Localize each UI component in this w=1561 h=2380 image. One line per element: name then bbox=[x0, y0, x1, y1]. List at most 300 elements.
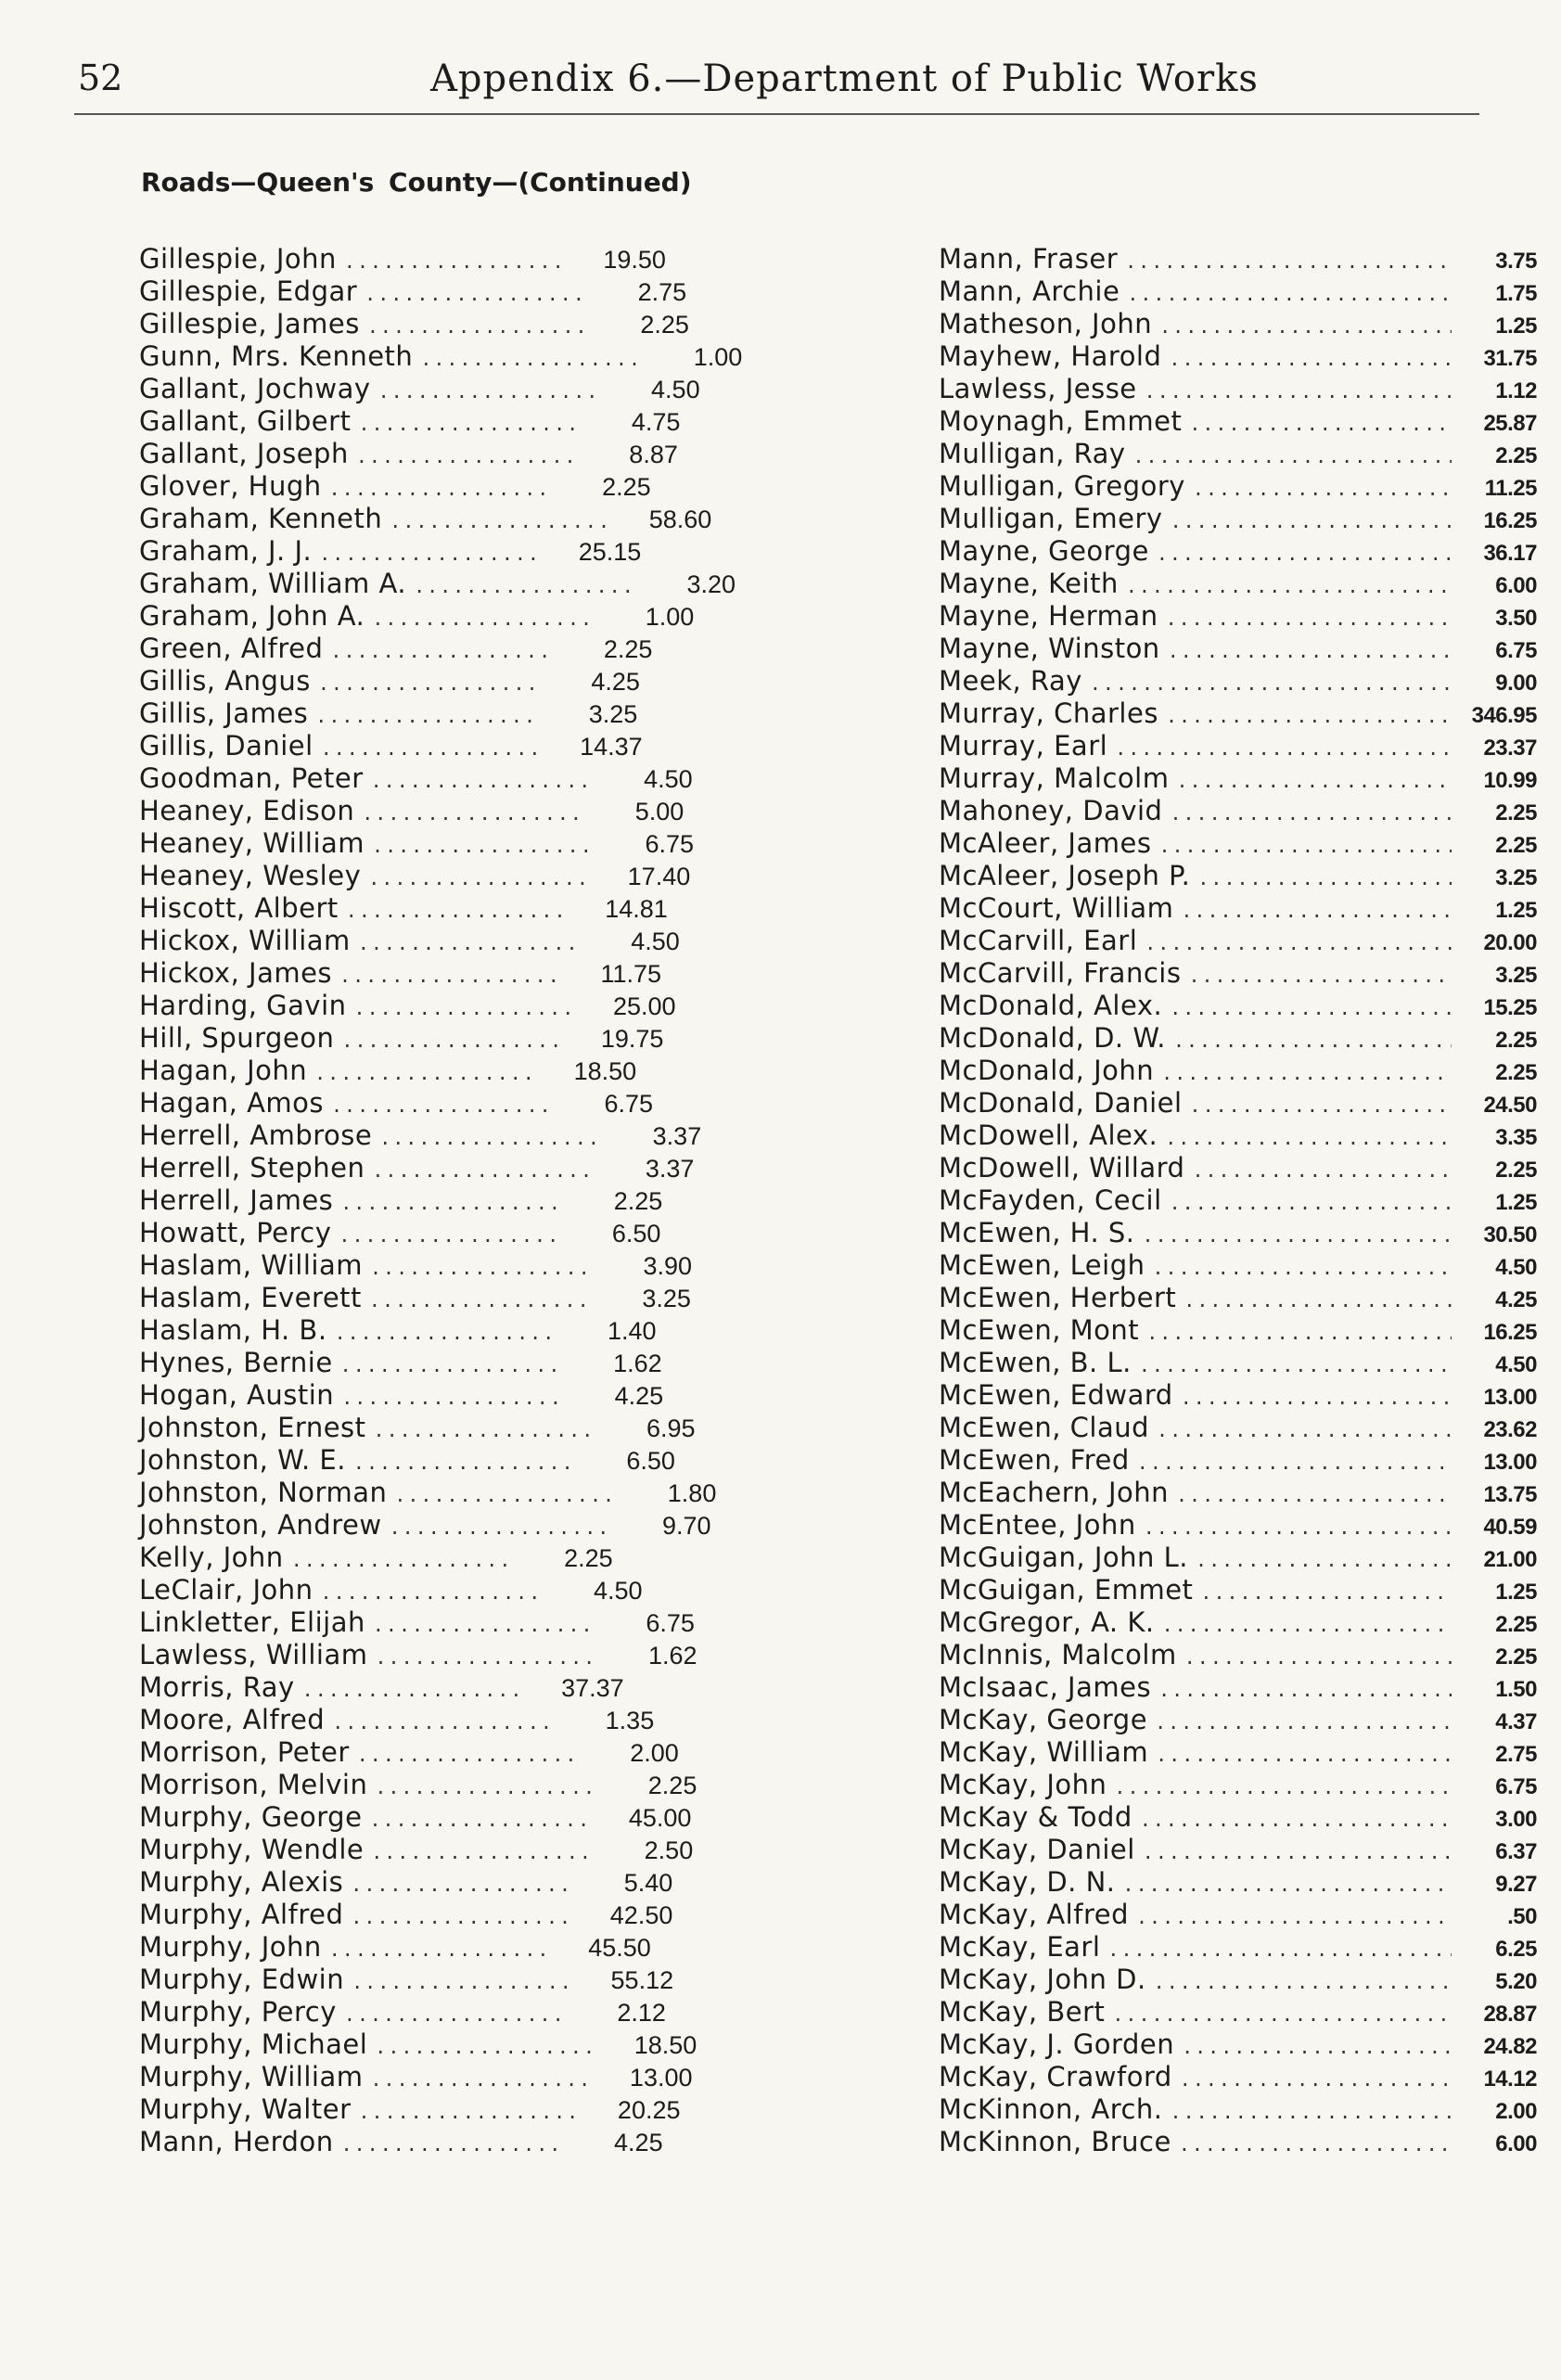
dot-leader bbox=[1166, 700, 1452, 733]
dot-leader bbox=[341, 1382, 564, 1414]
list-item bbox=[939, 827, 1537, 860]
entry-name: Goodman, Peter bbox=[139, 762, 364, 794]
entry-amount: 2.00 bbox=[1495, 2099, 1537, 2124]
entry-name: Gallant, Jochway bbox=[139, 373, 371, 404]
entry-amount: 346.95 bbox=[1471, 703, 1537, 728]
dot-leader bbox=[353, 1447, 576, 1479]
entry-amount: 2.25 bbox=[1495, 1158, 1537, 1183]
entry-amount: 45.00 bbox=[628, 1804, 692, 1832]
dot-leader bbox=[375, 1772, 597, 1804]
entry-name: Haslam, H. B. bbox=[139, 1314, 327, 1346]
entry-name: Green, Alfred bbox=[139, 633, 324, 664]
entry-name: Glover, Hugh bbox=[139, 470, 322, 502]
list-item bbox=[139, 665, 751, 697]
entry-amount: 45.50 bbox=[588, 1934, 651, 1962]
list-item bbox=[939, 2093, 1537, 2126]
list-item bbox=[139, 633, 751, 665]
entry-name: McKinnon, Bruce bbox=[939, 2126, 1171, 2157]
list-item bbox=[939, 568, 1537, 600]
entry-amount: 11.75 bbox=[600, 960, 662, 988]
dot-leader bbox=[1184, 1285, 1452, 1317]
entry-name: Mayne, Winston bbox=[939, 633, 1160, 664]
entry-amount: 2.25 bbox=[1495, 800, 1537, 825]
dot-leader bbox=[365, 278, 587, 311]
dot-leader bbox=[341, 2129, 564, 2161]
list-item bbox=[139, 990, 751, 1022]
dot-leader bbox=[1170, 992, 1452, 1025]
list-item bbox=[139, 1379, 751, 1412]
list-item bbox=[139, 1542, 751, 1574]
entry-name: McKay, Earl bbox=[939, 1931, 1101, 1963]
dot-leader bbox=[369, 1804, 592, 1836]
list-item bbox=[139, 1282, 751, 1314]
entry-name: Mayhew, Harold bbox=[939, 340, 1162, 372]
dot-leader bbox=[379, 1122, 602, 1155]
dot-leader bbox=[1155, 1707, 1452, 1739]
entry-amount: 8.87 bbox=[629, 441, 678, 468]
left-column bbox=[139, 243, 751, 2158]
list-item bbox=[139, 892, 751, 925]
list-item bbox=[939, 2061, 1537, 2093]
entry-amount: 2.25 bbox=[564, 1544, 613, 1572]
dot-leader bbox=[1136, 1901, 1452, 1934]
list-item bbox=[939, 2126, 1537, 2158]
entry-amount: 16.25 bbox=[1483, 1320, 1537, 1345]
entry-name: Moynagh, Emmet bbox=[939, 405, 1183, 437]
list-item bbox=[939, 990, 1537, 1022]
dot-leader bbox=[1137, 1447, 1452, 1479]
entry-name: Mayne, George bbox=[939, 535, 1149, 567]
entry-amount: 2.25 bbox=[603, 635, 653, 663]
page-heading: Appendix 6.—Department of Public Works bbox=[430, 58, 1259, 100]
entry-name: Graham, John A. bbox=[139, 600, 365, 632]
entry-name: Johnston, Norman bbox=[139, 1477, 388, 1508]
list-item bbox=[139, 1444, 751, 1477]
list-item bbox=[139, 1996, 751, 2028]
list-item bbox=[139, 1704, 751, 1736]
dot-leader bbox=[371, 2064, 594, 2096]
list-item bbox=[939, 470, 1537, 503]
entry-amount: 5.00 bbox=[634, 798, 685, 825]
dot-leader bbox=[370, 1252, 593, 1285]
list-item bbox=[139, 2126, 751, 2158]
list-item bbox=[939, 503, 1537, 535]
entry-amount: 42.50 bbox=[609, 1901, 673, 1929]
list-item bbox=[939, 1314, 1537, 1347]
list-item bbox=[939, 1606, 1537, 1639]
entry-amount: 1.80 bbox=[667, 1479, 717, 1507]
list-item bbox=[139, 600, 751, 633]
entry-name: Mulligan, Emery bbox=[939, 503, 1163, 534]
list-item bbox=[139, 405, 751, 438]
entry-amount: 3.25 bbox=[642, 1285, 691, 1312]
entry-amount: 9.27 bbox=[1495, 1872, 1537, 1897]
list-item bbox=[939, 1282, 1537, 1314]
list-item bbox=[139, 535, 751, 568]
list-item bbox=[939, 1022, 1537, 1055]
entry-name: McGuigan, Emmet bbox=[939, 1574, 1194, 1606]
list-item bbox=[939, 1509, 1537, 1542]
entry-amount: 2.50 bbox=[644, 1836, 694, 1864]
entry-amount: 14.12 bbox=[1483, 2067, 1537, 2092]
entry-name: Morrison, Peter bbox=[139, 1736, 350, 1768]
entry-name: Haslam, Everett bbox=[139, 1282, 362, 1313]
entry-name: Morris, Ray bbox=[139, 1671, 295, 1703]
entry-name: Moore, Alfred bbox=[139, 1704, 326, 1735]
entry-name: LeClair, John bbox=[139, 1574, 313, 1606]
dot-leader bbox=[1153, 1252, 1452, 1285]
entry-amount: 14.37 bbox=[580, 733, 643, 761]
entry-amount: 5.40 bbox=[623, 1869, 673, 1897]
dot-leader bbox=[368, 863, 591, 895]
entry-amount: 18.50 bbox=[633, 2031, 697, 2059]
entry-name: Murray, Charles bbox=[939, 697, 1158, 729]
list-item bbox=[939, 795, 1537, 827]
list-item bbox=[939, 1801, 1537, 1834]
dot-leader bbox=[1127, 278, 1452, 311]
dot-leader bbox=[1157, 538, 1452, 570]
dot-leader bbox=[332, 1707, 555, 1739]
entry-amount: 3.25 bbox=[1495, 865, 1537, 890]
dot-leader bbox=[390, 505, 612, 538]
entry-amount: 1.50 bbox=[1495, 1677, 1537, 1702]
entry-amount: 1.00 bbox=[645, 603, 695, 631]
dot-leader bbox=[1190, 1090, 1452, 1122]
entry-name: Herrell, Ambrose bbox=[139, 1120, 373, 1151]
list-item bbox=[139, 1152, 751, 1184]
entry-amount: 6.75 bbox=[646, 1609, 695, 1637]
dot-leader bbox=[351, 1869, 573, 1901]
entry-name: Gillespie, John bbox=[139, 243, 337, 275]
entry-amount: 1.35 bbox=[605, 1707, 655, 1734]
list-item bbox=[939, 2028, 1537, 2061]
entry-name: Mulligan, Gregory bbox=[939, 470, 1185, 502]
entry-amount: 15.25 bbox=[1483, 995, 1537, 1020]
entry-name: Gallant, Joseph bbox=[139, 438, 349, 469]
list-item bbox=[939, 697, 1537, 730]
entry-amount: 4.75 bbox=[631, 408, 681, 436]
list-item bbox=[939, 1964, 1537, 1996]
list-item bbox=[139, 373, 751, 405]
entry-name: McEwen, B. L. bbox=[939, 1347, 1132, 1378]
entry-amount: 4.25 bbox=[1495, 1287, 1537, 1312]
list-item bbox=[139, 1055, 751, 1087]
dot-leader bbox=[346, 895, 569, 928]
dot-leader bbox=[329, 1934, 552, 1966]
list-item bbox=[939, 957, 1537, 990]
entry-amount: 1.62 bbox=[647, 1642, 697, 1670]
dot-leader bbox=[1090, 668, 1452, 700]
entry-amount: 31.75 bbox=[1483, 346, 1537, 371]
entry-amount: 4.50 bbox=[593, 1577, 643, 1605]
list-item bbox=[939, 1087, 1537, 1120]
entry-name: Johnston, Ernest bbox=[139, 1412, 366, 1443]
dot-leader bbox=[1143, 1836, 1452, 1869]
entry-amount: 2.75 bbox=[1495, 1742, 1537, 1767]
entry-amount: 3.00 bbox=[1495, 1807, 1537, 1832]
header-rule bbox=[74, 113, 1479, 115]
entry-amount: 11.25 bbox=[1484, 476, 1537, 501]
list-item bbox=[139, 1769, 751, 1801]
list-item bbox=[139, 1899, 751, 1931]
dot-leader bbox=[321, 1577, 544, 1609]
list-item bbox=[939, 1899, 1537, 1931]
list-item bbox=[139, 2061, 751, 2093]
dot-leader bbox=[352, 1966, 574, 1999]
dot-leader bbox=[1196, 1544, 1452, 1577]
list-item bbox=[939, 1249, 1537, 1282]
entry-amount: 4.50 bbox=[644, 765, 693, 793]
dot-leader bbox=[339, 960, 562, 992]
entry-amount: 2.00 bbox=[630, 1739, 679, 1767]
dot-leader bbox=[371, 1836, 594, 1869]
entry-amount: 6.95 bbox=[646, 1414, 696, 1442]
entry-amount: 13.75 bbox=[1483, 1482, 1537, 1507]
entry-amount: 16.25 bbox=[1483, 508, 1537, 533]
list-item bbox=[939, 373, 1537, 405]
list-item bbox=[139, 1477, 751, 1509]
entry-amount: 3.50 bbox=[1495, 606, 1537, 631]
dot-leader bbox=[319, 538, 542, 570]
entry-name: McCarvill, Francis bbox=[939, 957, 1182, 989]
entry-name: Murray, Earl bbox=[939, 730, 1108, 761]
entry-amount: 6.75 bbox=[1495, 1774, 1537, 1799]
entry-amount: 4.25 bbox=[614, 2129, 663, 2156]
entry-name: Johnston, Andrew bbox=[139, 1509, 382, 1541]
entry-amount: 6.75 bbox=[1495, 638, 1537, 663]
dot-leader bbox=[302, 1674, 525, 1707]
dot-leader bbox=[1169, 343, 1452, 376]
entry-amount: 1.00 bbox=[693, 343, 743, 371]
entry-name: Herrell, Stephen bbox=[139, 1152, 365, 1184]
dot-leader bbox=[344, 246, 567, 278]
entry-name: McAleer, Joseph P. bbox=[939, 860, 1191, 891]
dot-leader bbox=[1139, 1350, 1452, 1382]
entry-amount: 24.50 bbox=[1483, 1093, 1537, 1118]
list-item bbox=[939, 1639, 1537, 1671]
entry-amount: 1.62 bbox=[613, 1350, 662, 1377]
list-item bbox=[939, 730, 1537, 762]
entry-amount: 2.12 bbox=[617, 1999, 666, 2027]
list-item bbox=[139, 1347, 751, 1379]
entry-name: McGregor, A. K. bbox=[939, 1606, 1155, 1638]
dot-leader bbox=[394, 1479, 617, 1512]
entry-name: McInnis, Malcolm bbox=[939, 1639, 1177, 1670]
entry-name: Heaney, Edison bbox=[139, 795, 355, 826]
entry-name: McKay, Daniel bbox=[939, 1834, 1135, 1865]
dot-leader bbox=[372, 1155, 595, 1187]
entry-amount: 20.25 bbox=[617, 2096, 681, 2124]
entry-name: Meek, Ray bbox=[939, 665, 1082, 697]
list-item bbox=[939, 405, 1537, 438]
entry-name: McDowell, Willard bbox=[939, 1152, 1185, 1184]
entry-name: Gillis, Daniel bbox=[139, 730, 313, 761]
list-item bbox=[139, 1866, 751, 1899]
entry-name: McDonald, John bbox=[939, 1055, 1155, 1086]
list-item bbox=[139, 1249, 751, 1282]
dot-leader bbox=[414, 570, 636, 603]
entry-amount: 1.75 bbox=[1495, 281, 1537, 306]
entry-amount: 19.75 bbox=[600, 1025, 664, 1053]
page-number: 52 bbox=[78, 58, 123, 98]
entry-amount: 9.70 bbox=[662, 1512, 711, 1540]
dot-leader bbox=[1181, 895, 1452, 928]
list-item bbox=[939, 860, 1537, 892]
entry-amount: 13.00 bbox=[1483, 1450, 1537, 1475]
dot-leader bbox=[1176, 765, 1452, 798]
list-item bbox=[939, 1769, 1537, 1801]
dot-leader bbox=[1158, 830, 1452, 863]
list-item bbox=[939, 1152, 1537, 1184]
list-item bbox=[939, 243, 1537, 275]
dot-leader bbox=[1144, 1512, 1452, 1544]
list-item bbox=[139, 1834, 751, 1866]
entry-name: Morrison, Melvin bbox=[139, 1769, 368, 1800]
list-item bbox=[939, 275, 1537, 308]
entry-amount: 2.25 bbox=[1495, 1612, 1537, 1637]
dot-leader bbox=[1159, 311, 1452, 343]
entry-amount: 17.40 bbox=[627, 863, 691, 890]
dot-leader bbox=[1125, 246, 1452, 278]
entry-amount: 6.25 bbox=[1495, 1937, 1537, 1962]
entry-name: McEwen, Fred bbox=[939, 1444, 1130, 1476]
dot-leader bbox=[1192, 1155, 1452, 1187]
list-item bbox=[139, 275, 751, 308]
dot-leader bbox=[291, 1544, 514, 1577]
list-item bbox=[939, 600, 1537, 633]
dot-leader bbox=[1193, 473, 1452, 505]
entry-name: Gillespie, James bbox=[139, 308, 360, 339]
entry-amount: 2.25 bbox=[1495, 1644, 1537, 1670]
list-item bbox=[939, 1347, 1537, 1379]
entry-name: McIsaac, James bbox=[939, 1671, 1152, 1703]
entry-name: Kelly, John bbox=[139, 1542, 284, 1573]
entry-amount: 1.25 bbox=[1495, 898, 1537, 923]
entry-name: Gallant, Gilbert bbox=[139, 405, 352, 437]
entry-name: Hickox, James bbox=[139, 957, 333, 989]
dot-leader bbox=[340, 1350, 563, 1382]
dot-leader bbox=[1173, 1025, 1452, 1057]
dot-leader bbox=[1157, 1414, 1452, 1447]
dot-leader bbox=[1162, 1609, 1452, 1642]
dot-leader bbox=[1182, 2031, 1452, 2064]
entry-amount: 5.20 bbox=[1495, 1969, 1537, 1994]
dot-leader bbox=[1197, 863, 1452, 895]
dot-leader bbox=[1166, 603, 1452, 635]
entry-name: Heaney, William bbox=[139, 827, 365, 859]
entry-name: Murphy, Wendle bbox=[139, 1834, 365, 1865]
entry-name: Murphy, Alexis bbox=[139, 1866, 344, 1898]
entry-name: Hickox, William bbox=[139, 925, 351, 956]
dot-leader bbox=[373, 1609, 595, 1642]
entry-name: Murphy, Walter bbox=[139, 2093, 352, 2125]
entry-name: McFayden, Cecil bbox=[939, 1184, 1162, 1216]
dot-leader bbox=[315, 700, 538, 733]
list-item bbox=[139, 340, 751, 373]
entry-amount: 3.37 bbox=[645, 1155, 695, 1183]
list-item bbox=[139, 470, 751, 503]
list-item bbox=[139, 503, 751, 535]
dot-leader bbox=[321, 733, 544, 765]
dot-leader bbox=[1107, 1934, 1452, 1966]
list-item bbox=[139, 1087, 751, 1120]
entry-amount: 4.50 bbox=[1495, 1352, 1537, 1377]
entry-amount: 2.25 bbox=[602, 473, 651, 501]
list-item bbox=[139, 1574, 751, 1606]
entry-name: Harding, Gavin bbox=[139, 990, 347, 1021]
dot-leader bbox=[1171, 505, 1452, 538]
list-item bbox=[939, 535, 1537, 568]
entry-amount: 4.50 bbox=[651, 376, 700, 403]
list-item bbox=[939, 665, 1537, 697]
dot-leader bbox=[1170, 1187, 1452, 1220]
entry-amount: 4.25 bbox=[591, 668, 640, 696]
section-title: Roads—Queen's County—(Continued) bbox=[141, 167, 692, 198]
entry-amount: 2.25 bbox=[640, 311, 689, 339]
entry-name: Hogan, Austin bbox=[139, 1379, 335, 1411]
entry-name: Hynes, Bernie bbox=[139, 1347, 333, 1378]
entry-name: McCourt, William bbox=[939, 892, 1174, 924]
list-item bbox=[139, 1964, 751, 1996]
entry-amount: 6.75 bbox=[604, 1090, 654, 1118]
dot-leader bbox=[374, 1414, 596, 1447]
entry-name: Herrell, James bbox=[139, 1184, 334, 1216]
entry-amount: .50 bbox=[1507, 1904, 1537, 1929]
list-item bbox=[939, 438, 1537, 470]
entry-amount: 6.50 bbox=[611, 1220, 661, 1248]
list-item bbox=[139, 1606, 751, 1639]
entry-name: Murphy, William bbox=[139, 2061, 364, 2092]
dot-leader bbox=[375, 2031, 597, 2064]
dot-leader bbox=[1184, 1642, 1452, 1674]
list-item bbox=[939, 1704, 1537, 1736]
entry-amount: 6.50 bbox=[626, 1447, 675, 1475]
entry-amount: 40.59 bbox=[1483, 1515, 1537, 1540]
list-item bbox=[939, 1996, 1537, 2028]
list-item bbox=[939, 1412, 1537, 1444]
dot-leader bbox=[354, 992, 577, 1025]
list-item bbox=[139, 438, 751, 470]
dot-leader bbox=[1156, 1739, 1452, 1772]
list-item bbox=[939, 1477, 1537, 1509]
entry-name: Mayne, Keith bbox=[939, 568, 1119, 599]
entry-name: McEwen, Mont bbox=[939, 1314, 1140, 1346]
entry-name: Hagan, John bbox=[139, 1055, 308, 1086]
dot-leader bbox=[420, 343, 643, 376]
dot-leader bbox=[362, 798, 584, 830]
list-item bbox=[139, 1671, 751, 1704]
dot-leader bbox=[356, 441, 579, 473]
entry-name: McEwen, Herbert bbox=[939, 1282, 1177, 1313]
dot-leader bbox=[371, 765, 594, 798]
entry-amount: 3.90 bbox=[643, 1252, 692, 1280]
dot-leader bbox=[372, 603, 595, 635]
list-item bbox=[139, 730, 751, 762]
entry-name: Murphy, Michael bbox=[139, 2028, 368, 2060]
entry-name: McEwen, H. S. bbox=[939, 1217, 1135, 1248]
entry-amount: 13.00 bbox=[1483, 1385, 1537, 1410]
list-item bbox=[939, 1055, 1537, 1087]
list-item bbox=[939, 1542, 1537, 1574]
right-column bbox=[939, 243, 1537, 2158]
list-item bbox=[939, 892, 1537, 925]
dot-leader bbox=[372, 830, 595, 863]
entry-amount: 3.25 bbox=[1495, 963, 1537, 988]
list-item bbox=[139, 568, 751, 600]
dot-leader bbox=[367, 311, 590, 343]
dot-leader bbox=[351, 1901, 573, 1934]
entry-name: Linkletter, Elijah bbox=[139, 1606, 365, 1638]
